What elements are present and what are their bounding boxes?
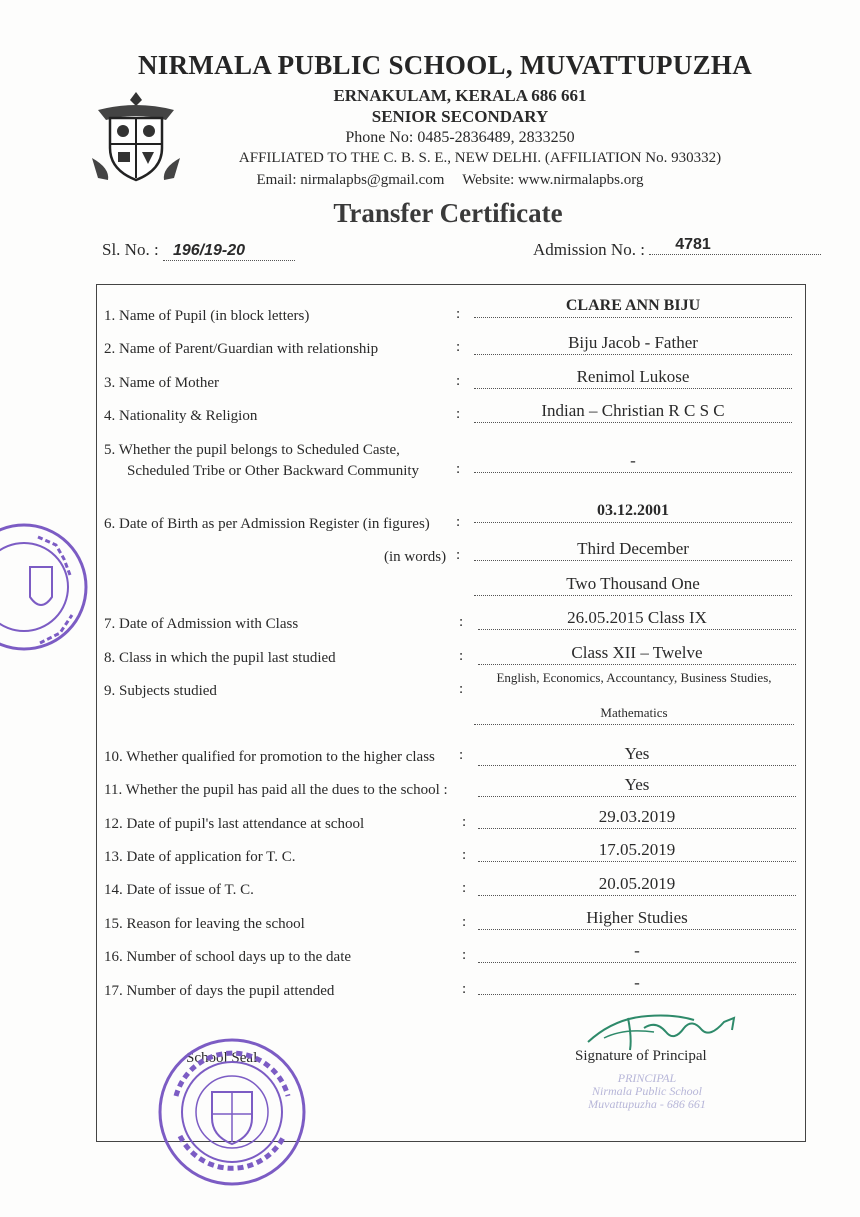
item-4-value: Indian – Christian R C S C (474, 400, 792, 423)
item-1-label: 1. Name of Pupil (in block letters) (104, 308, 310, 324)
item-2-colon: : (456, 339, 461, 355)
school-email: Email: nirmalapbs@gmail.com (256, 172, 445, 188)
admission-number (533, 236, 821, 261)
item-2-value: Biju Jacob - Father (474, 332, 792, 355)
item-15-label: 15. Reason for leaving the school (104, 916, 305, 932)
item-15-value: Higher Studies (478, 907, 796, 930)
item-12-value: 29.03.2019 (478, 806, 796, 829)
item-6-words-colon: : (456, 547, 461, 563)
school-level: SENIOR SECONDARY (371, 107, 549, 126)
serial-value: 196/19-20 (163, 242, 295, 261)
admission-label: Admission No. : (533, 240, 645, 259)
item-16-label: 16. Number of school days up to the date (104, 949, 352, 965)
item-3-value: Renimol Lukose (474, 366, 792, 389)
item-12-label: 12. Date of pupil's last attendance at school (104, 816, 365, 832)
item-8-label: 8. Class in which the pupil last studied (104, 650, 336, 666)
school-address: ERNAKULAM, KERALA 686 661 (333, 86, 587, 105)
item-10-colon: : (459, 747, 464, 763)
item-13-colon: : (462, 847, 467, 863)
item-6-words-value-continued: Two Thousand One (474, 573, 792, 596)
item-3-colon: : (456, 373, 461, 389)
item-1-value: CLARE ANN BIJU (474, 295, 792, 318)
item-5-label-continued: Scheduled Tribe or Other Backward Community (127, 463, 420, 479)
item-9-value: English, Economics, Accountancy, Business Studies, (496, 670, 772, 685)
item-9-value-continued: Mathematics (474, 702, 794, 725)
item-8-value: Class XII – Twelve (478, 642, 796, 665)
item-14-colon: : (462, 880, 467, 896)
certificate-title: Transfer Certificate (333, 198, 563, 228)
item-8-colon: : (459, 648, 464, 664)
principal-stamp-title: PRINCIPAL (617, 1071, 677, 1085)
item-6-colon: : (456, 514, 461, 530)
school-website: Website: www.nirmalapbs.org (462, 172, 644, 188)
item-10-value: Yes (478, 743, 796, 766)
item-16-colon: : (462, 947, 467, 963)
principal-stamp (572, 1072, 722, 1111)
school-seal-stamp-icon (156, 1036, 308, 1188)
item-9-label: 9. Subjects studied (104, 683, 217, 699)
left-edge-stamp-icon (0, 515, 92, 665)
principal-stamp-place: Muvattupuzha - 686 661 (588, 1097, 706, 1111)
item-16-value: - (478, 940, 796, 963)
item-7-label: 7. Date of Admission with Class (104, 616, 299, 632)
admission-value: 4781 (649, 236, 821, 255)
item-1-colon: : (456, 306, 461, 322)
item-7-colon: : (459, 614, 464, 630)
item-12-colon: : (462, 814, 467, 830)
item-9-colon: : (459, 681, 464, 697)
item-6-words-label: (in words) (384, 549, 447, 565)
item-11-value: Yes (478, 774, 796, 797)
item-15-colon: : (462, 914, 467, 930)
item-14-label: 14. Date of issue of T. C. (104, 882, 254, 898)
item-17-value: - (478, 972, 796, 995)
item-5-colon: : (456, 461, 461, 477)
principal-stamp-school: Nirmala Public School (592, 1084, 702, 1098)
school-affiliation: AFFILIATED TO THE C. B. S. E., NEW DELHI. (AFFILIATION No. 930332) (238, 150, 722, 166)
item-5-value: - (474, 450, 792, 473)
school-name: NIRMALA PUBLIC SCHOOL, MUVATTUPUZHA (137, 50, 753, 80)
item-13-label: 13. Date of application for T. C. (104, 849, 296, 865)
signature-label: Signature of Principal (575, 1048, 707, 1064)
item-5-label: 5. Whether the pupil belongs to Scheduled Caste, (104, 442, 400, 458)
item-7-value: 26.05.2015 Class IX (478, 607, 796, 630)
item-17-colon: : (462, 981, 467, 997)
item-10-label: 10. Whether qualified for promotion to the higher class (104, 749, 435, 765)
item-6-label: 6. Date of Birth as per Admission Register (in figures) (104, 516, 430, 532)
school-phone: Phone No: 0485-2836489, 2833250 (345, 129, 575, 146)
item-4-colon: : (456, 406, 461, 422)
item-6-words-value: Third December (474, 538, 792, 561)
item-6-value: 03.12.2001 (474, 500, 792, 523)
item-2-label: 2. Name of Parent/Guardian with relationship (104, 341, 379, 357)
school-contact (0, 172, 860, 189)
serial-number (102, 240, 295, 261)
item-4-label: 4. Nationality & Religion (104, 408, 258, 424)
item-14-value: 20.05.2019 (478, 873, 796, 896)
item-3-label: 3. Name of Mother (104, 375, 219, 391)
item-17-label: 17. Number of days the pupil attended (104, 983, 335, 999)
item-11-label: 11. Whether the pupil has paid all the dues to the school : (104, 782, 448, 798)
item-13-value: 17.05.2019 (478, 839, 796, 862)
school-seal-label: School Seal (186, 1050, 258, 1066)
serial-label: Sl. No. : (102, 240, 159, 259)
